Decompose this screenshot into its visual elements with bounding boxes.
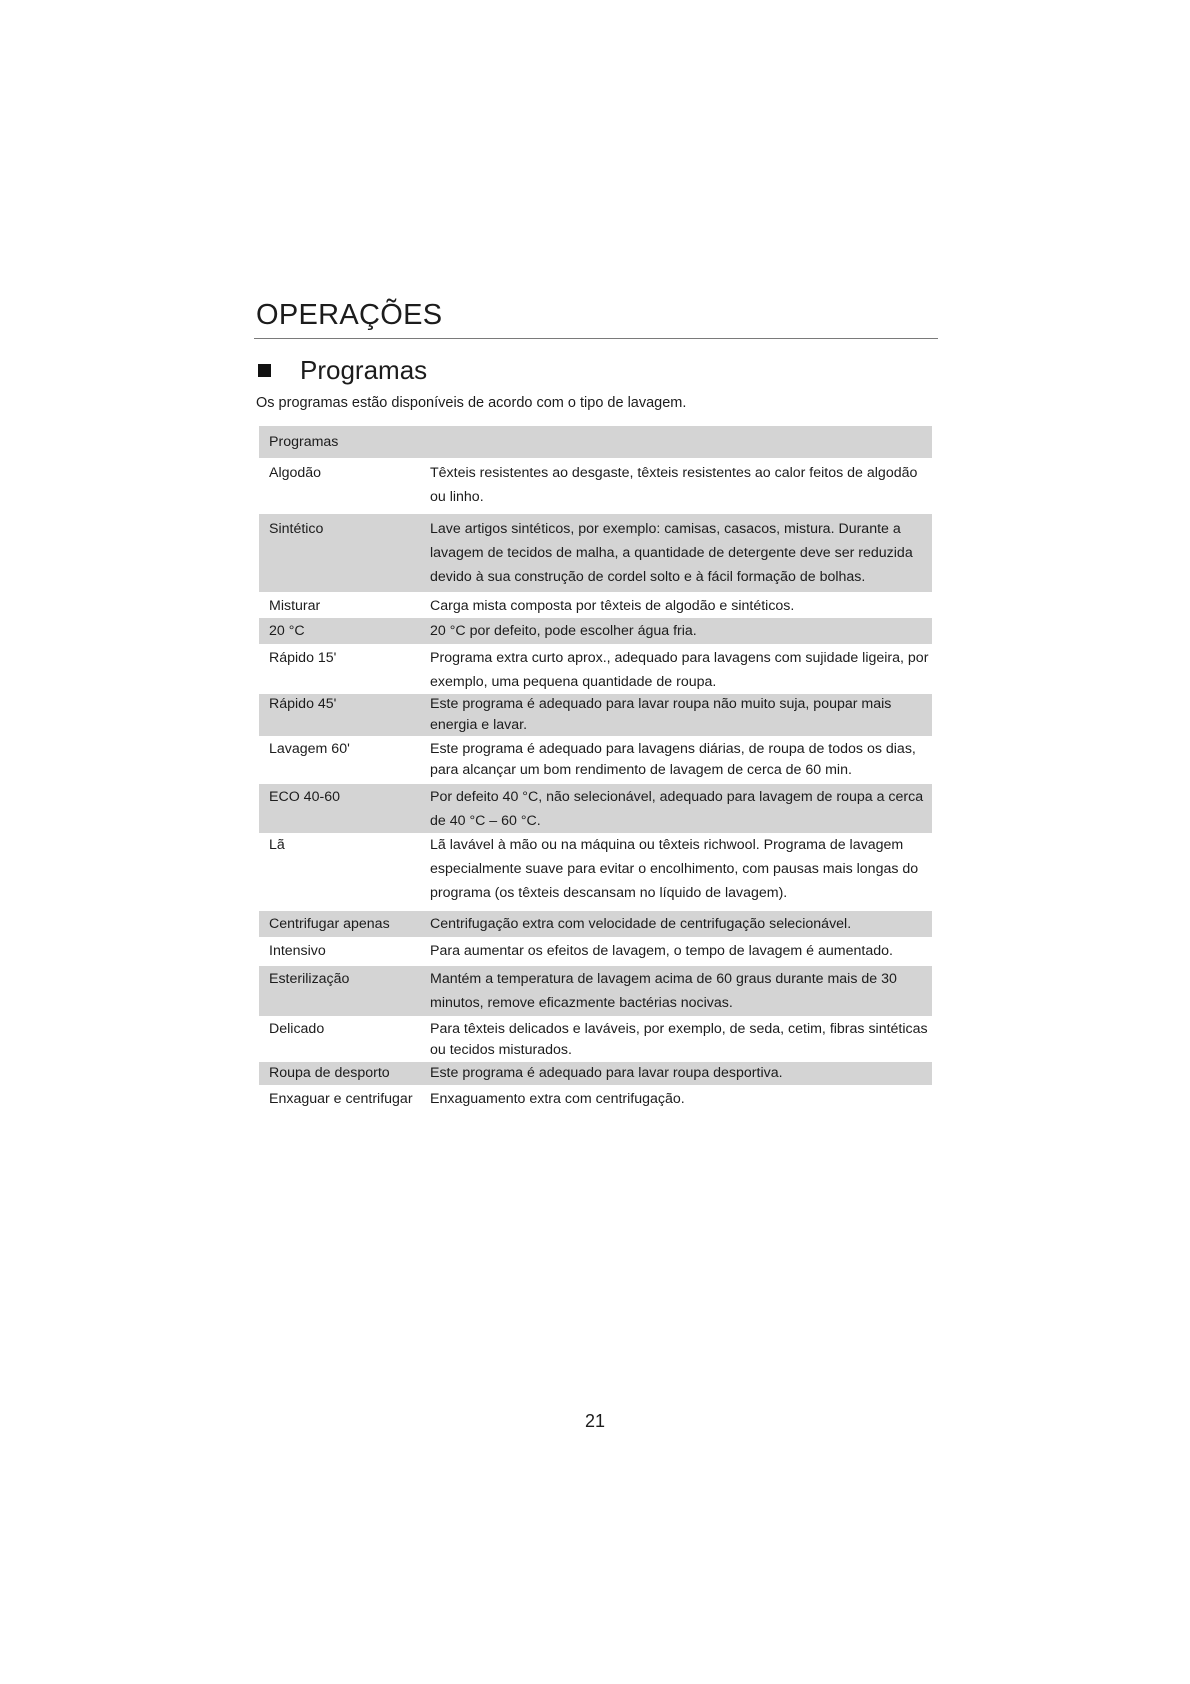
programs-table [259,426,932,1111]
program-description: 20 °C por defeito, pode escolher água fria. [430,623,697,639]
table-row [259,514,932,592]
program-description: Têxteis resistentes ao desgaste, têxteis resistentes ao calor feitos de algodão ou linho. [430,465,918,505]
table-row [259,937,932,966]
program-name: Roupa de desporto [269,1065,390,1081]
table-row [259,966,932,1016]
table-header-row [259,426,932,458]
program-name: Rápido 45' [269,696,337,712]
table-row [259,1062,932,1085]
title-divider [254,338,938,339]
program-name: 20 °C [269,623,305,639]
program-name: Delicado [269,1021,325,1037]
program-description: Centrifugação extra com velocidade de centrifugação selecionável. [430,916,852,932]
program-name: Enxaguar e centrifugar [269,1091,413,1107]
program-description: Este programa é adequado para lavar roupa desportiva. [430,1065,783,1081]
program-name: ECO 40-60 [269,789,340,805]
table-row [259,618,932,644]
program-description: Carga mista composta por têxteis de algodão e sintéticos. [430,598,795,614]
program-description: Lã lavável à mão ou na máquina ou têxteis richwool. Programa de lavagem especialmente suave para evitar o encolhimento, com pausas mais longas do programa (os têxteis descansam no líquido de lavagem). [430,837,919,901]
table-row [259,644,932,694]
table-row [259,833,932,911]
program-name: Misturar [269,598,321,614]
program-name: Sintético [269,521,324,537]
program-name: Intensivo [269,943,326,959]
program-name: Algodão [269,465,322,481]
table-row [259,1016,932,1062]
program-name: Lã [269,837,285,853]
program-description: Enxaguamento extra com centrifugação. [430,1091,685,1107]
table-header-label: Programas [269,434,339,450]
program-name: Centrifugar apenas [269,916,390,932]
program-description: Programa extra curto aprox., adequado para lavagens com sujidade ligeira, por exemplo, uma pequena quantidade de roupa. [430,650,929,690]
table-row [259,1085,932,1111]
program-description: Este programa é adequado para lavar roupa não muito suja, poupar mais energia e lavar. [430,696,892,733]
program-description: Para têxteis delicados e laváveis, por exemplo, de seda, cetim, fibras sintéticas ou tecidos misturados. [430,1021,928,1058]
program-description: Este programa é adequado para lavagens diárias, de roupa de todos os dias, para alcançar um bom rendimento de lavagem de cerca de 60 min. [430,741,916,778]
table-row [259,784,932,833]
table-row [259,694,932,736]
section-heading-text: Programas [300,355,428,385]
table-row [259,458,932,514]
program-name: Rápido 15' [269,650,337,666]
intro-text: Os programas estão disponíveis de acordo com o tipo de lavagem. [256,395,687,411]
program-name: Lavagem 60' [269,741,350,757]
black-square-icon [258,364,271,377]
program-name: Esterilização [269,971,350,987]
page-number: 21 [584,1411,606,1431]
table-row [259,911,932,937]
program-description: Para aumentar os efeitos de lavagem, o tempo de lavagem é aumentado. [430,943,893,959]
table-row [259,736,932,784]
program-description: Mantém a temperatura de lavagem acima de 60 graus durante mais de 30 minutos, remove eficazmente bactérias nocivas. [430,971,897,1011]
section-heading [258,353,427,387]
table-row [259,592,932,618]
page-title: OPERAÇÕES [256,299,443,331]
program-description: Por defeito 40 °C, não selecionável, adequado para lavagem de roupa a cerca de 40 °C – 60 °C. [430,789,924,829]
program-description: Lave artigos sintéticos, por exemplo: camisas, casacos, mistura. Durante a lavagem de tecidos de malha, a quantidade de detergente deve ser reduzida devido à sua construção de cordel solto e à fácil formação de bolhas. [430,521,913,585]
